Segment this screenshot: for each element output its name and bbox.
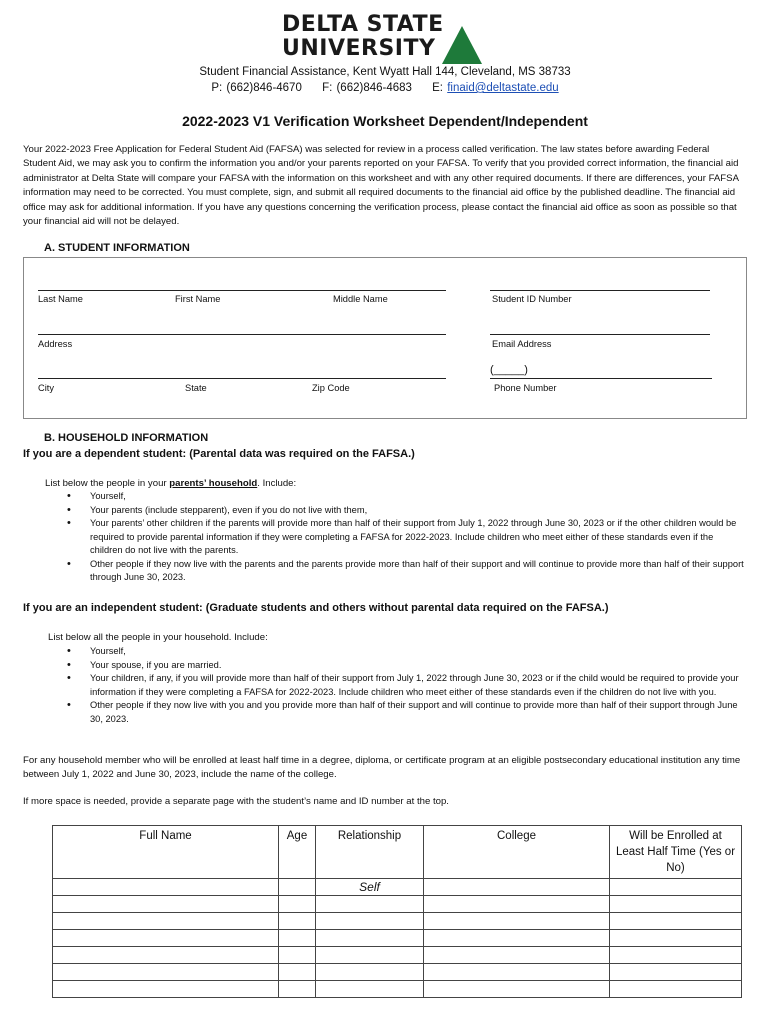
age-header: Age <box>279 826 316 879</box>
table-row <box>53 913 742 930</box>
list-item: • Your parents (include stepparent), even if you do not live with them, <box>67 504 745 518</box>
city-state-zip-line[interactable] <box>38 378 446 379</box>
phone-line[interactable] <box>490 378 712 379</box>
full-name-cell[interactable] <box>53 913 279 930</box>
email-contact <box>432 82 559 94</box>
phone-area-code: (_____) <box>490 364 528 376</box>
table-row <box>53 930 742 947</box>
name-line[interactable] <box>38 290 446 291</box>
college-cell[interactable] <box>424 964 610 981</box>
enrolled-cell[interactable] <box>610 964 742 981</box>
phone-label: Phone Number <box>494 383 557 393</box>
relationship-cell[interactable] <box>316 964 424 981</box>
last-name-label: Last Name <box>38 294 83 304</box>
independent-heading: If you are an independent student: (Graduate students and others without parental data required on the FAFSA.) <box>23 602 609 614</box>
dependent-intro-text: List below the people in your <box>45 478 170 489</box>
independent-list <box>67 645 745 726</box>
college-cell[interactable] <box>424 913 610 930</box>
dependent-list <box>67 490 745 585</box>
dependent-intro <box>45 478 296 489</box>
age-cell[interactable] <box>279 879 316 896</box>
enrolled-cell[interactable] <box>610 947 742 964</box>
enrolled-cell[interactable] <box>610 930 742 947</box>
document-title: 2022-2023 V1 Verification Worksheet Dependent/Independent <box>182 113 588 129</box>
city-label: City <box>38 383 55 393</box>
parents-household-emphasis: parents’ household <box>169 478 258 489</box>
college-note: For any household member who will be enrolled at least half time in a degree, diploma, or certificate program at an eligible postsecondary educational institution any time between July 1, 2022 and June 30, 2023, include the name of the college. <box>23 755 741 781</box>
college-cell[interactable] <box>424 879 610 896</box>
email-address-label: Email Address <box>492 339 552 349</box>
dependent-heading: If you are a dependent student: (Parental data was required on the FAFSA.) <box>23 448 415 460</box>
section-a-heading: A. STUDENT INFORMATION <box>44 242 190 254</box>
list-item: • Other people if they now live with you and you provide more than half of their support and will continue to provide more than half of their support through June 30, 2023. <box>67 699 745 726</box>
household-table <box>52 825 742 998</box>
contact-line <box>0 82 770 94</box>
independent-intro: List below all the people in your household. Include: <box>48 632 268 643</box>
relationship-cell-self: Self <box>316 879 424 896</box>
full-name-cell[interactable] <box>53 964 279 981</box>
age-cell[interactable] <box>279 981 316 998</box>
relationship-cell[interactable] <box>316 947 424 964</box>
zip-label: Zip Code <box>312 383 350 393</box>
age-cell[interactable] <box>279 913 316 930</box>
university-logo <box>282 12 492 64</box>
student-id-label: Student ID Number <box>492 294 572 304</box>
first-name-label: First Name <box>175 294 221 304</box>
intro-paragraph: Your 2022-2023 Free Application for Federal Student Aid (FAFSA) was selected for review in a process called verification. The law states before awarding Federal Student Aid, we may ask you to confirm the information you and/or your parents reported on your FAFSA. To verify that you provided correct information, the financial aid administrator at Delta State will compare your FAFSA with the information on this worksheet and with any other required documents. If there are differences, your FAFSA information may need to be corrected. You must complete, sign, and submit all required documents to the financial aid office by the published deadline. The financial aid office may ask for additional information. If you have any questions concerning the verification process, please contact the financial aid office as soon as possible so that your financial aid will not be delayed. <box>23 144 739 228</box>
office-address: Student Financial Assistance, Kent Wyatt Hall 144, Cleveland, MS 38733 <box>199 66 571 78</box>
phone-number: P: (662)846-4670 <box>211 82 302 94</box>
list-item: • Yourself, <box>67 645 745 659</box>
full-name-header: Full Name <box>53 826 279 879</box>
enrolled-cell[interactable] <box>610 879 742 896</box>
full-name-cell[interactable] <box>53 981 279 998</box>
age-cell[interactable] <box>279 947 316 964</box>
relationship-header: Relationship <box>316 826 424 879</box>
table-row <box>53 981 742 998</box>
list-item: • Yourself, <box>67 490 745 504</box>
table-row <box>53 896 742 913</box>
logo-line1: DELTA STATE <box>282 12 444 37</box>
age-cell[interactable] <box>279 964 316 981</box>
full-name-cell[interactable] <box>53 879 279 896</box>
relationship-cell[interactable] <box>316 896 424 913</box>
enrolled-header: Will be Enrolled at Least Half Time (Yes or No) <box>610 826 742 879</box>
table-row <box>53 947 742 964</box>
full-name-cell[interactable] <box>53 947 279 964</box>
list-item: • Your spouse, if you are married. <box>67 659 745 673</box>
address-label: Address <box>38 339 73 349</box>
email-link[interactable]: finaid@deltastate.edu <box>447 82 559 94</box>
address-line[interactable] <box>38 334 446 335</box>
age-cell[interactable] <box>279 896 316 913</box>
college-cell[interactable] <box>424 981 610 998</box>
fax-number: F: (662)846-4683 <box>322 82 412 94</box>
college-cell[interactable] <box>424 947 610 964</box>
email-label: E: <box>432 82 444 94</box>
college-cell[interactable] <box>424 896 610 913</box>
full-name-cell[interactable] <box>53 896 279 913</box>
enrolled-cell[interactable] <box>610 913 742 930</box>
section-b-heading: B. HOUSEHOLD INFORMATION <box>44 432 209 444</box>
age-cell[interactable] <box>279 930 316 947</box>
enrolled-cell[interactable] <box>610 896 742 913</box>
middle-name-label: Middle Name <box>333 294 388 304</box>
list-item: • Other people if they now live with the parents and the parents provide more than half of their support and will continue to provide more than half of their support through June 30, 2023. <box>67 558 745 585</box>
dependent-intro-tail: . Include: <box>257 478 297 489</box>
relationship-cell[interactable] <box>316 930 424 947</box>
logo-line2: UNIVERSITY <box>282 36 436 61</box>
enrolled-cell[interactable] <box>610 981 742 998</box>
list-item: • Your parents’ other children if the parents will provide more than half of their support from July 1, 2022 through June 30, 2023 or if the other children would be required to provide parental information if they were completing a FAFSA for 2022-2023. Include children who meet either of these standards even if the children do not live with the parents. <box>67 517 745 558</box>
relationship-cell[interactable] <box>316 981 424 998</box>
college-cell[interactable] <box>424 930 610 947</box>
table-header-row <box>53 826 742 879</box>
table-row <box>53 879 742 896</box>
student-id-line[interactable] <box>490 290 710 291</box>
email-line[interactable] <box>490 334 710 335</box>
student-info-box <box>23 257 747 419</box>
state-label: State <box>185 383 207 393</box>
triangle-logo-icon <box>442 26 482 64</box>
table-row <box>53 964 742 981</box>
college-header: College <box>424 826 610 879</box>
space-note: If more space is needed, provide a separate page with the student’s name and ID number at the top. <box>23 796 449 807</box>
full-name-cell[interactable] <box>53 930 279 947</box>
list-item: • Your children, if any, if you will provide more than half of their support from July 1, 2022 through June 30, 2023 or if the child would be required to provide your information if they were completing a FAFSA for 2022-2023. Include children who meet either of these standards even if the children do not live with you. <box>67 672 745 699</box>
relationship-cell[interactable] <box>316 913 424 930</box>
